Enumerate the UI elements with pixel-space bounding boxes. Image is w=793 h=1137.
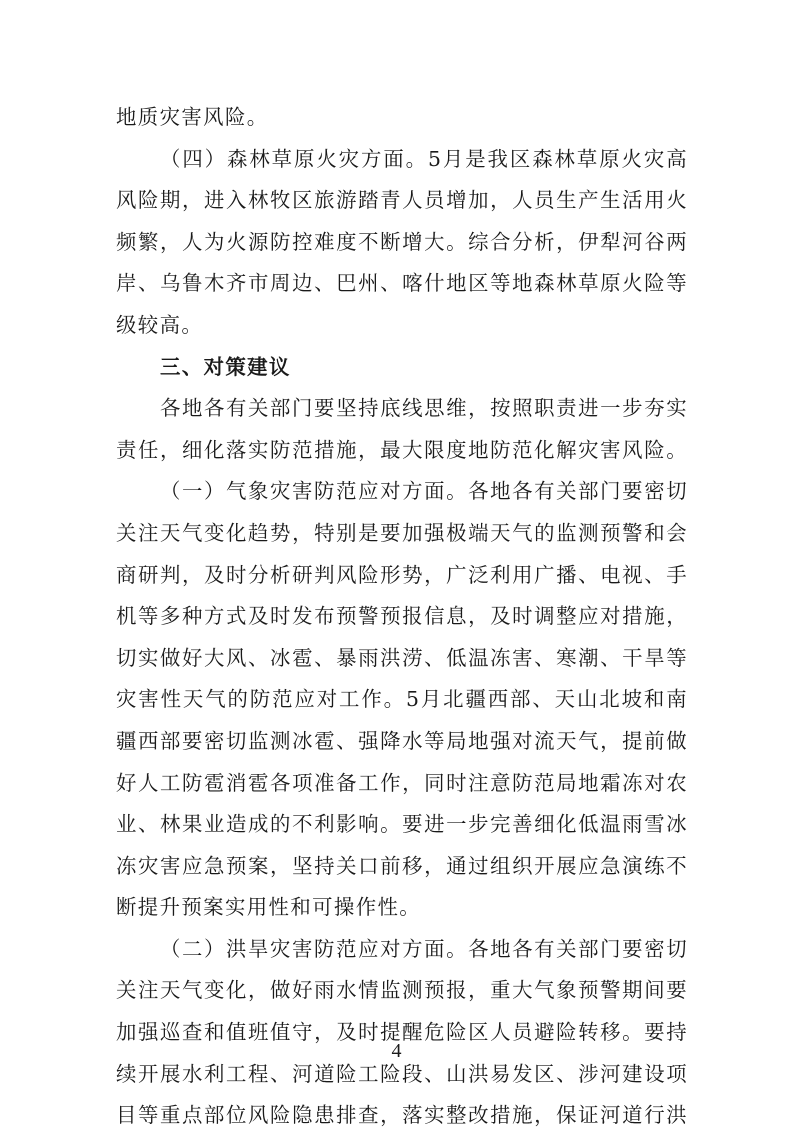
text-line: 加强巡查和值班值守，及时提醒危险区人员避险转移。要持 xyxy=(116,1020,688,1045)
text-line: 灾害性天气的防范应对工作。5月北疆西部、天山北坡和南 xyxy=(116,687,688,712)
text-line: 目等重点部位风险隐患排查，落实整改措施，保证河道行洪 xyxy=(116,1103,688,1128)
text-line: 级较高。 xyxy=(116,312,204,337)
text-line: 责任，细化落实防范措施，最大限度地防范化解灾害风险。 xyxy=(116,437,688,462)
text-line: 好人工防雹消雹各项准备工作，同时注意防范局地霜冻对农 xyxy=(116,770,688,795)
text-line: 风险期，进入林牧区旅游踏青人员增加，人员生产生活用火 xyxy=(116,188,688,213)
text-line: 续开展水利工程、河道险工险段、山洪易发区、涉河建设项 xyxy=(116,1061,688,1086)
text-line: 切实做好大风、冰雹、暴雨洪涝、低温冻害、寒潮、干旱等 xyxy=(116,645,688,670)
text-line: 各地各有关部门要坚持底线思维，按照职责进一步夯实 xyxy=(160,396,688,421)
text-line: 商研判，及时分析研判风险形势，广泛利用广播、电视、手 xyxy=(116,562,688,587)
text-line: 机等多种方式及时发布预警预报信息，及时调整应对措施， xyxy=(116,604,688,629)
text-line: 冻灾害应急预案，坚持关口前移，通过组织开展应急演练不 xyxy=(116,853,688,878)
text-line: （四）森林草原火灾方面。5月是我区森林草原火灾高 xyxy=(160,146,688,171)
text-line: （一）气象灾害防范应对方面。各地各有关部门要密切 xyxy=(160,479,688,504)
text-line: 关注天气变化，做好雨水情监测预报，重大气象预警期间要 xyxy=(116,978,688,1003)
page-number: 4 xyxy=(391,1040,402,1062)
text-line: 关注天气变化趋势，特别是要加强极端天气的监测预警和会 xyxy=(116,520,688,545)
text-line: 地质灾害风险。 xyxy=(116,105,269,129)
text-line: （二）洪旱灾害防范应对方面。各地各有关部门要密切 xyxy=(160,936,688,961)
text-line: 疆西部要密切监测冰雹、强降水等局地强对流天气，提前做 xyxy=(116,728,688,753)
section-heading: 三、对策建议 xyxy=(160,354,291,379)
document-body xyxy=(116,97,688,1137)
text-line: 断提升预案实用性和可操作性。 xyxy=(116,895,422,920)
text-line: 业、林果业造成的不利影响。要进一步完善细化低温雨雪冰 xyxy=(116,812,688,837)
text-line: 频繁，人为火源防控难度不断增大。综合分析，伊犁河谷两 xyxy=(116,229,688,254)
text-line: 岸、乌鲁木齐市周边、巴州、喀什地区等地森林草原火险等 xyxy=(116,271,688,296)
